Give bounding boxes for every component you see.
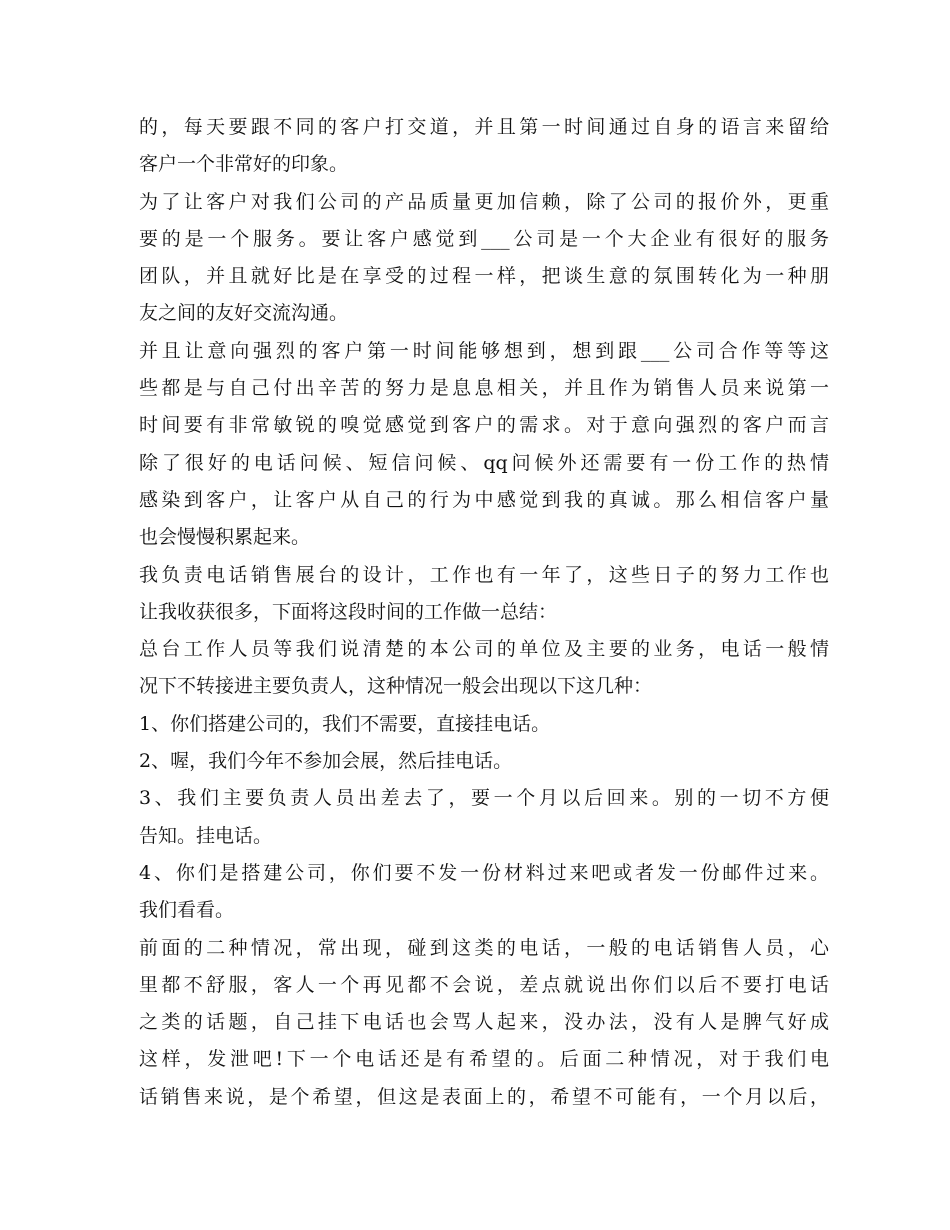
- text-line: 感染到客户，让客户从自己的行为中感觉到我的真诚。那么相信客户量: [139, 488, 829, 511]
- text-line: 友之间的友好交流沟通。: [139, 302, 349, 325]
- text-line: 为了让客户对我们公司的产品质量更加信赖，除了公司的报价外，更重: [139, 190, 829, 213]
- text-line: 要的是一个服务。要让客户感觉到___公司是一个大企业有很好的服务: [139, 227, 829, 250]
- text-line: 2、喔，我们今年不参加会展，然后挂电话。: [139, 750, 513, 773]
- text-line: 况下不转接进主要负责人，这种情况一般会出现以下这几种：: [139, 675, 653, 698]
- text-line: 我们看看。: [139, 899, 235, 922]
- text-line: 时间要有非常敏锐的嗅觉感觉到客户的需求。对于意向强烈的客户而言: [139, 414, 829, 437]
- text-line: 之类的话题，自己挂下电话也会骂人起来，没办法，没有人是脾气好成: [139, 1011, 829, 1034]
- text-line: 4、你们是搭建公司，你们要不发一份材料过来吧或者发一份邮件过来。: [139, 861, 829, 884]
- text-line: 些都是与自己付出辛苦的努力是息息相关，并且作为销售人员来说第一: [139, 377, 829, 400]
- text-line: 3、我们主要负责人员出差去了，要一个月以后回来。别的一切不方便: [139, 787, 829, 810]
- text-line: 话销售来说，是个希望，但这是表面上的，希望不可能有，一个月以后，: [139, 1085, 829, 1108]
- text-line: 告知。挂电话。: [139, 824, 273, 847]
- text-line: 我负责电话销售展台的设计，工作也有一年了，这些日子的努力工作也: [139, 563, 829, 586]
- text-line: 并且让意向强烈的客户第一时间能够想到，想到跟___公司合作等等这: [139, 339, 829, 362]
- document-body: [139, 109, 829, 1116]
- text-line: 里都不舒服，客人一个再见都不会说，差点就说出你们以后不要打电话: [139, 973, 829, 996]
- text-line: 的，每天要跟不同的客户打交道，并且第一时间通过自身的语言来留给: [139, 116, 829, 138]
- text-line: 这样，发泄吧!下一个电话还是有希望的。后面二种情况，对于我们电: [139, 1048, 829, 1071]
- text-line: 也会慢慢积累起来。: [139, 526, 311, 549]
- text-line: 1、你们搭建公司的，我们不需要，直接挂电话。: [139, 712, 551, 735]
- text-line: 客户一个非常好的印象。: [139, 153, 349, 176]
- text-line: 让我收获很多，下面将这段时间的工作做一总结：: [139, 600, 558, 623]
- text-line: 总台工作人员等我们说清楚的本公司的单位及主要的业务，电话一般情: [139, 638, 829, 661]
- text-line: 除了很好的电话问候、短信问候、qq问候外还需要有一份工作的热情: [139, 451, 829, 474]
- text-line: 团队，并且就好比是在享受的过程一样，把谈生意的氛围转化为一种朋: [139, 265, 829, 288]
- text-line: 前面的二种情况，常出现，碰到这类的电话，一般的电话销售人员，心: [139, 936, 829, 959]
